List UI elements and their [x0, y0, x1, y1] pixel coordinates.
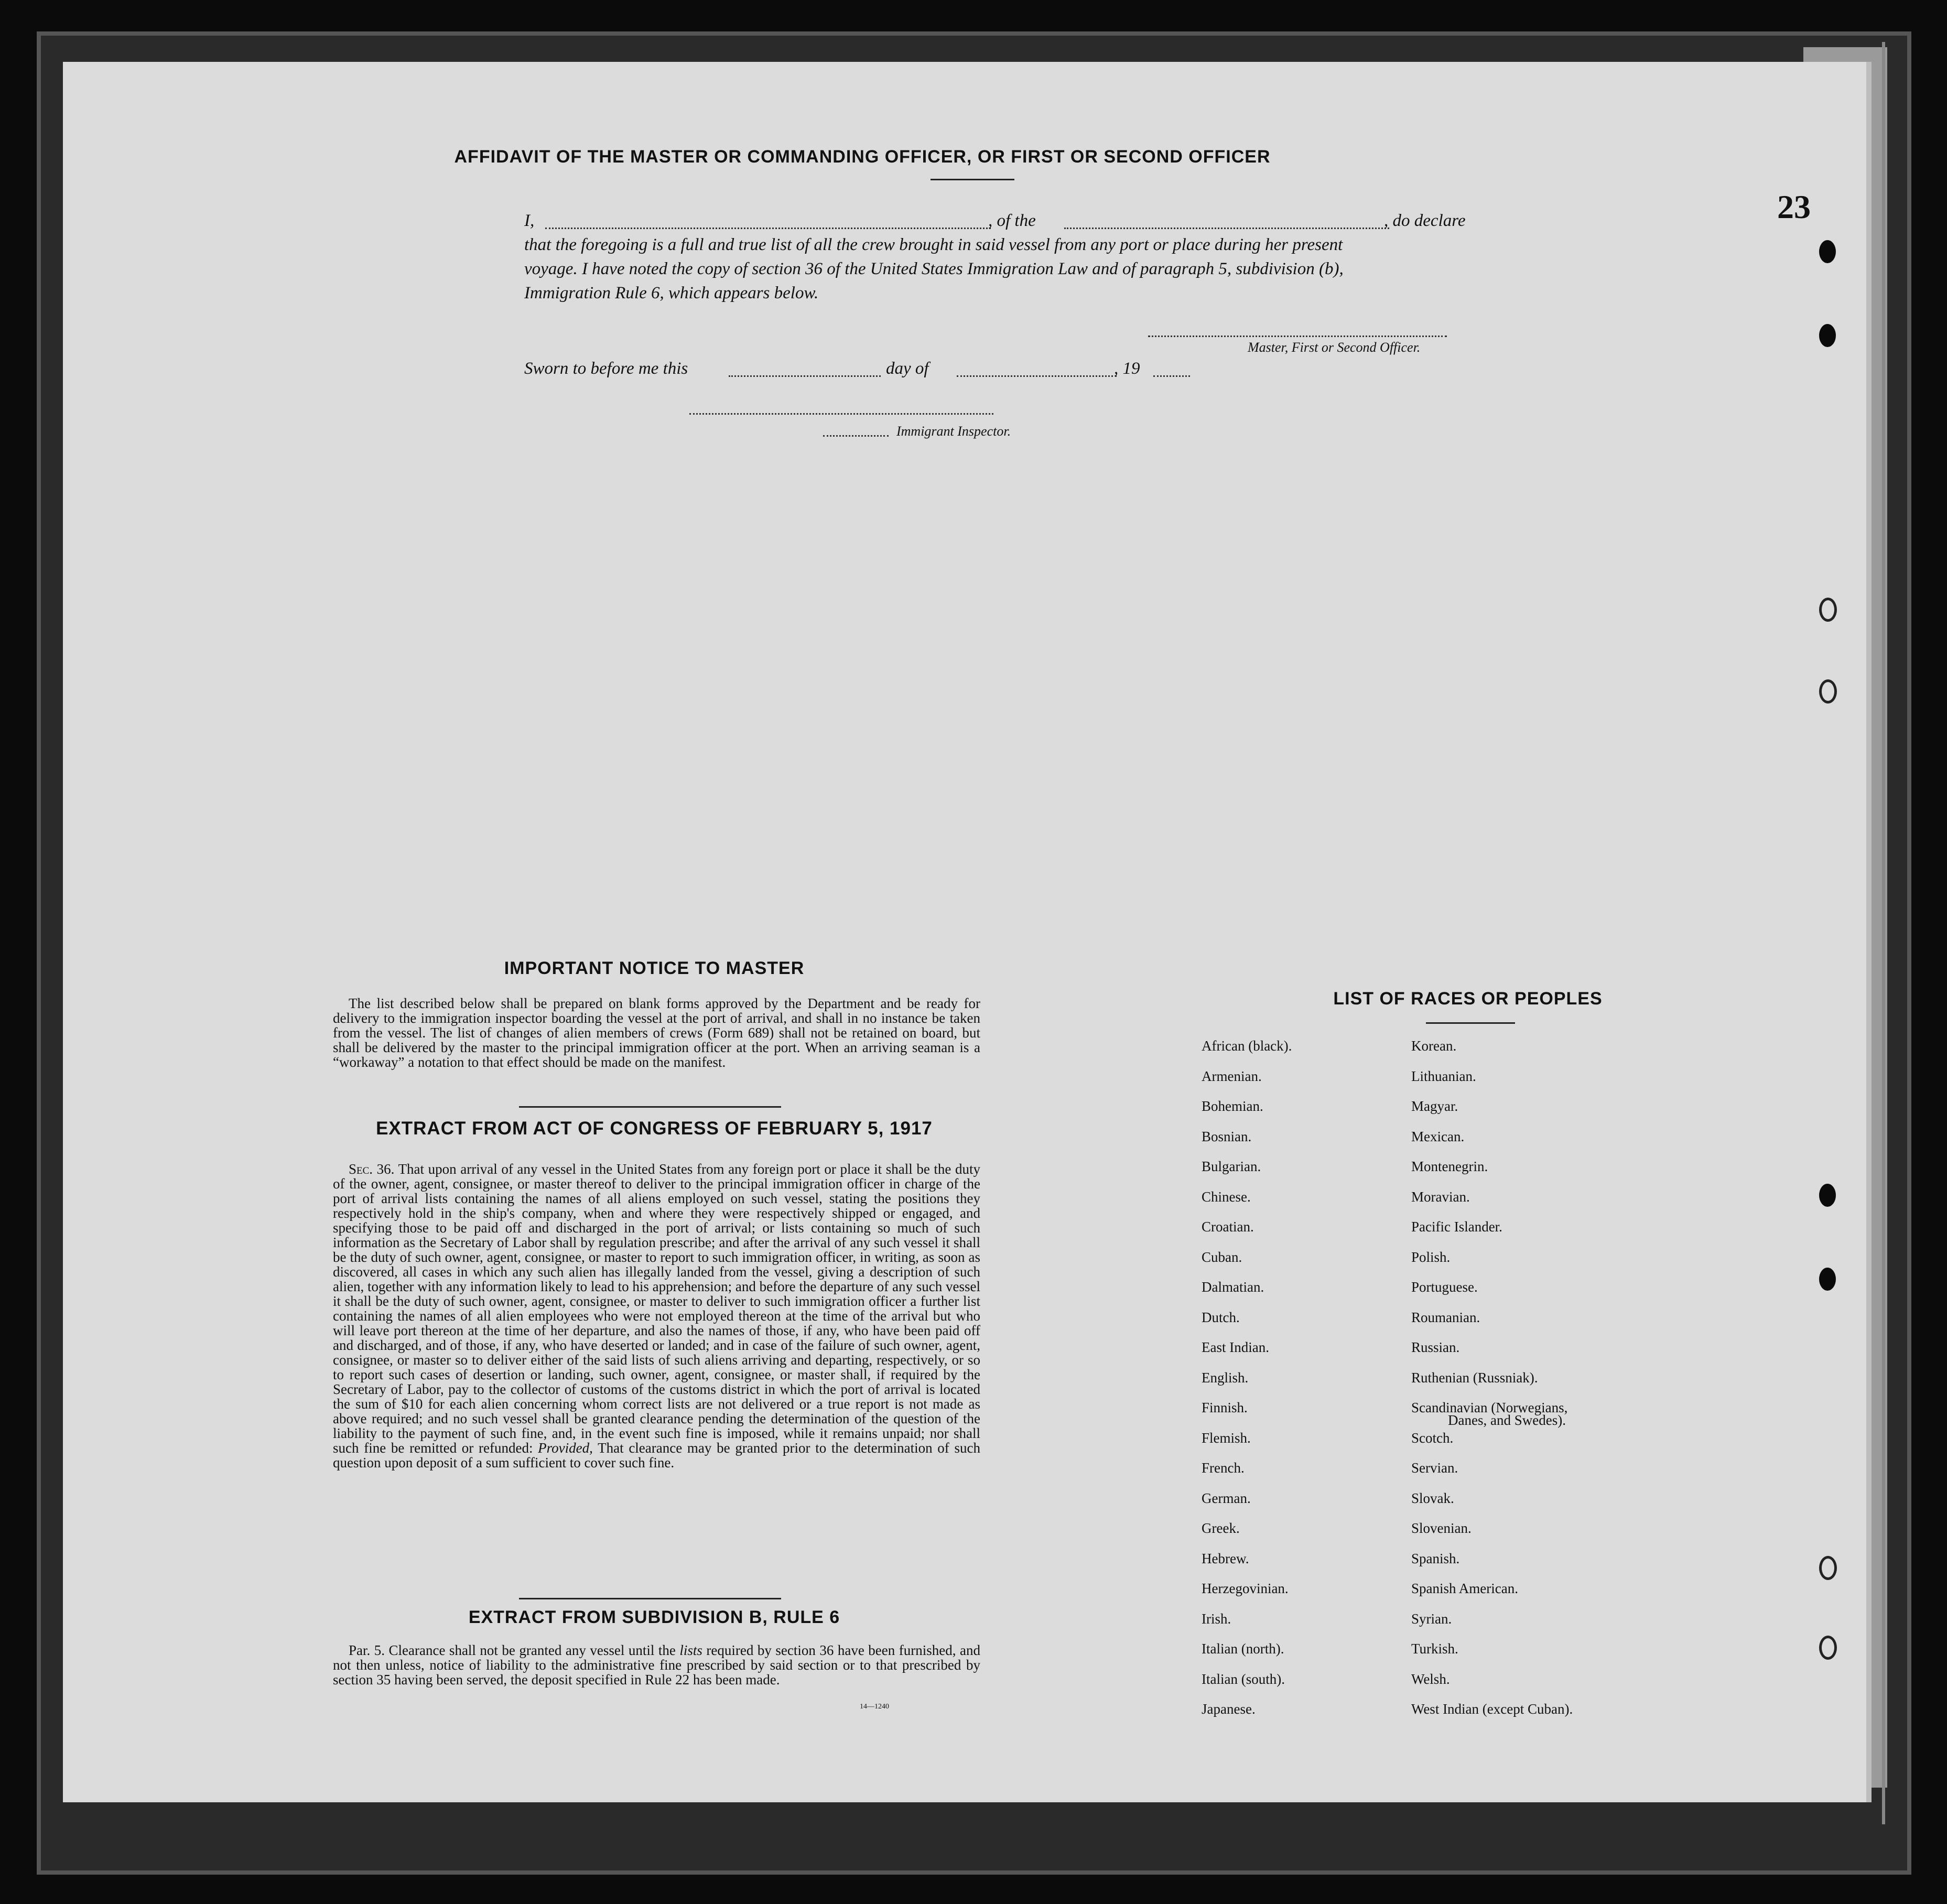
punch-hole — [1819, 1556, 1837, 1580]
race-item: Polish. — [1411, 1249, 1451, 1265]
master-signature-label: Master, First or Second Officer. — [1248, 340, 1421, 355]
race-item: Hebrew. — [1202, 1550, 1249, 1566]
race-item: Turkish. — [1411, 1641, 1458, 1657]
sworn-line — [524, 356, 1258, 383]
lists-word: lists — [679, 1642, 702, 1658]
race-item: Lithuanian. — [1411, 1068, 1476, 1084]
extract-act-body — [333, 1162, 980, 1470]
race-item: Spanish American. — [1411, 1581, 1518, 1596]
year-blank — [1153, 375, 1190, 377]
race-item: Armenian. — [1202, 1068, 1262, 1084]
race-item: Pacific Islander. — [1411, 1219, 1502, 1235]
form-number: 14—1240 — [860, 1703, 889, 1711]
race-item: Greek. — [1202, 1520, 1240, 1536]
race-item: Slovak. — [1411, 1490, 1454, 1506]
race-item: Cuban. — [1202, 1249, 1242, 1265]
document-page — [63, 62, 1872, 1802]
race-item: English. — [1202, 1369, 1249, 1386]
master-signature-line — [1148, 336, 1447, 337]
race-item: Chinese. — [1202, 1188, 1251, 1205]
extract-act-text-end: That clearance may be granted prior to the determination of such question upon deposit of a sum sufficient to cover such fine. — [333, 1440, 980, 1470]
extract-act-title: EXTRACT FROM ACT OF CONGRESS OF FEBRUARY 5, 1917 — [376, 1118, 933, 1139]
race-item: Bohemian. — [1202, 1098, 1263, 1114]
sworn-day: day of — [886, 359, 929, 378]
divider — [1426, 1022, 1515, 1024]
affidavit-line: voyage. I have noted the copy of section 36 of the United States Immigration Law and of paragraph 5, subdivision (b), — [524, 259, 1344, 278]
race-item: French. — [1202, 1460, 1245, 1476]
race-item: Welsh. — [1411, 1671, 1450, 1687]
race-item: German. — [1202, 1490, 1251, 1506]
affidavit-line: that the foregoing is a full and true list of all the crew brought in said vessel from any port or place during her present — [524, 235, 1343, 254]
race-item: Japanese. — [1202, 1701, 1256, 1717]
affidavit-body — [524, 209, 1552, 305]
race-item: Ruthenian (Russniak). — [1411, 1369, 1538, 1386]
race-item: Syrian. — [1411, 1610, 1452, 1627]
race-item: Roumanian. — [1411, 1309, 1480, 1325]
extract-rule-body — [333, 1643, 980, 1687]
race-item-continuation: Danes, and Swedes). — [1448, 1412, 1566, 1428]
extract-act-text: That upon arrival of any vessel in the United States from any foreign port or place it shall be the duty of the owner, agent, consignee, or master thereof to deliver to the principal immigration officer in charge of the port of arrival lists containing the names of all aliens employed on such vessel, stating the positions they respectively hold in the ship's company, when and where they were respectively shipped or engaged, and specifying those to be paid off and discharged in the port of arrival; or lists containing so much of such information as the Secretary of Labor shall by regulation prescribe; and after the arrival of any such vessel it shall be the duty of such owner, agent, consignee, or master to report to such immigration officer, in writing, as soon as discovered, all cases in which any such alien has illegally landed from the vessel, giving a description of such alien, together with any information likely to lead to his apprehension; and before the departure of any such vessel it shall be the duty of such owner, agent, consignee, or master to deliver to such immigration officer a further list containing the names of all alien employees who were not employed thereon at the time of the arrival but who will leave port thereon at the time of her departure, and also the names of those, if any, who have been paid off and discharged, and of those, if any, who have deserted or landed; and in case of the failure of such owner, agent, consignee, or master so to deliver either of the said lists of such aliens arriving and departing, respectively, or so to report such cases of desertion or landing, such owner, agent, consignee, or master shall, if required by the Secretary of Labor, pay to the collector of customs of the customs district in which the port of arrival is located the sum of $10 for each alien concerning whom correct lists are not delivered or a true report is not made as above required; and no such vessel shall be granted clearance pending the determination of the question of the liability to the payment of such fine, and, in the event such fine is imposed, while it remains unpaid; nor shall such fine be remitted or refunded: — [333, 1161, 981, 1456]
punch-hole — [1819, 598, 1837, 622]
inspector-prefix-line — [823, 435, 889, 437]
race-item: Moravian. — [1411, 1188, 1470, 1205]
affidavit-i: I, — [524, 211, 535, 230]
extract-rule-text: Par. 5. Clearance shall not be granted any vessel until the — [349, 1642, 680, 1658]
race-item: African (black). — [1202, 1038, 1292, 1054]
race-item: Scotch. — [1411, 1430, 1454, 1446]
race-item: Bosnian. — [1202, 1128, 1252, 1144]
inspector-label: Immigrant Inspector. — [896, 424, 1011, 439]
punch-hole — [1819, 324, 1836, 347]
sworn-year: , 19 — [1114, 359, 1140, 378]
race-item: Korean. — [1411, 1038, 1457, 1054]
inspector-signature-line — [689, 413, 993, 415]
race-item: Scandinavian (Norwegians, — [1411, 1400, 1568, 1415]
race-item: Portuguese. — [1411, 1279, 1478, 1295]
vessel-blank — [1064, 228, 1389, 229]
sworn-prefix: Sworn to before me this — [524, 359, 688, 378]
notice-body: The list described below shall be prepared on blank forms approved by the Department and be ready for delivery to the immigration inspector boarding the vessel at the port of arrival, and shall in no instance be taken from the vessel. The list of changes of alien members of crews (Form 689) shall not be retained on board, but shall be delivered by the master to the principal immigration officer at the port. When an arriving seaman is a “workaway” a notation to that effect should be made on the manifest. — [333, 996, 980, 1070]
sheet-edge — [1882, 42, 1885, 1824]
race-item: Flemish. — [1202, 1430, 1251, 1446]
race-item: West Indian (except Cuban). — [1411, 1701, 1573, 1717]
race-item: Irish. — [1202, 1610, 1231, 1627]
race-item: Herzegovinian. — [1202, 1581, 1289, 1596]
punch-hole — [1819, 1184, 1836, 1207]
race-item: Dalmatian. — [1202, 1279, 1264, 1295]
race-item: Montenegrin. — [1411, 1159, 1488, 1174]
race-item: Slovenian. — [1411, 1520, 1472, 1536]
month-blank — [957, 375, 1117, 377]
divider — [519, 1598, 781, 1599]
section-label: Sec. 36. — [349, 1161, 395, 1177]
race-item: Italian (south). — [1202, 1671, 1285, 1687]
divider — [931, 179, 1014, 180]
punch-hole — [1819, 1636, 1837, 1660]
affidavit-declare: , do declare — [1384, 211, 1466, 230]
race-item: Spanish. — [1411, 1550, 1460, 1566]
race-item: Bulgarian. — [1202, 1159, 1261, 1174]
affidavit-of-the: , of the — [988, 211, 1036, 230]
race-item: Finnish. — [1202, 1400, 1248, 1415]
race-item: Russian. — [1411, 1339, 1460, 1355]
page-number: 23 — [1777, 188, 1811, 225]
race-item: Dutch. — [1202, 1309, 1240, 1325]
name-blank — [545, 228, 991, 229]
punch-hole — [1819, 679, 1837, 704]
race-item: Croatian. — [1202, 1219, 1254, 1235]
extract-rule-title: EXTRACT FROM SUBDIVISION B, RULE 6 — [468, 1607, 840, 1627]
extract-rule-text-end: required by section 36 have been furnished, and not then unless, notice of liability to the administrative fine prescribed by said section or to that prescribed by section 35 having been served, the deposit specified in Rule 22 has been made. — [333, 1642, 980, 1687]
affidavit-line: Immigration Rule 6, which appears below. — [524, 284, 819, 302]
affidavit-title: AFFIDAVIT OF THE MASTER OR COMMANDING OFFICER, OR FIRST OR SECOND OFFICER — [454, 147, 1271, 167]
provided-word: Provided, — [538, 1440, 593, 1456]
race-item: East Indian. — [1202, 1339, 1269, 1355]
notice-title: IMPORTANT NOTICE TO MASTER — [504, 958, 805, 978]
punch-hole — [1819, 1268, 1836, 1291]
race-item: Magyar. — [1411, 1098, 1458, 1114]
divider — [519, 1106, 781, 1108]
race-item: Servian. — [1411, 1460, 1458, 1476]
races-title: LIST OF RACES OR PEOPLES — [1333, 989, 1603, 1009]
punch-hole — [1819, 240, 1836, 263]
day-blank — [729, 375, 881, 377]
race-item: Mexican. — [1411, 1128, 1465, 1144]
race-item: Italian (north). — [1202, 1641, 1284, 1657]
